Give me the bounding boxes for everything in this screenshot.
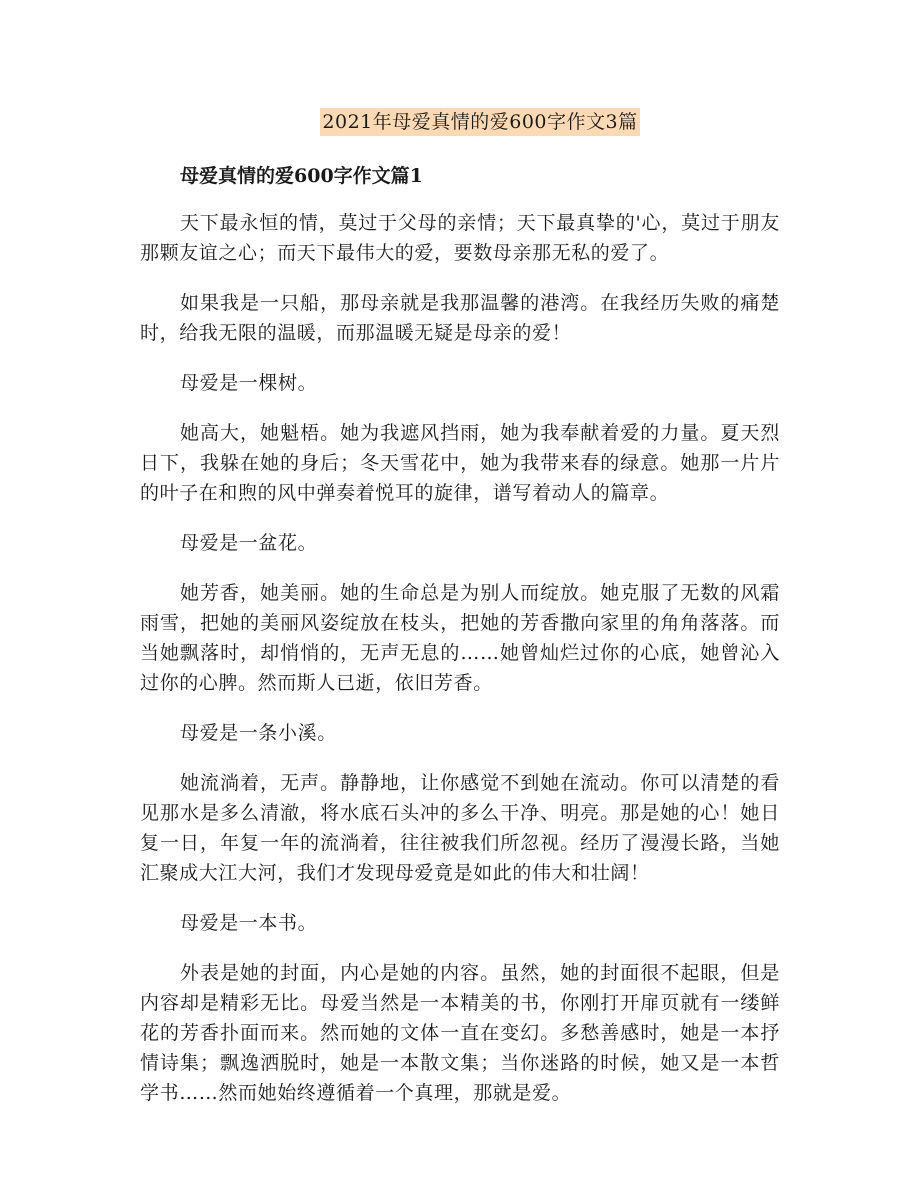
paragraph-5: 母爱是一盆花。: [180, 532, 318, 554]
paragraph-9: 母爱是一本书。: [180, 912, 318, 934]
paragraph-4: 她高大，她魁梧。她为我遮风挡雨，她为我奉献着爱的力量。夏天烈日下，我躲在她的身后；冬天雪花中，她为我带来春的绿意。她那一片片的叶子在和煦的风中弹奏着悦耳的旋律，谱写着动人的篇章。: [140, 422, 780, 504]
paragraph-7: 母爱是一条小溪。: [180, 722, 337, 744]
title-row: [140, 108, 780, 136]
document-page: [140, 108, 780, 1128]
paragraph-1: 天下最永恒的情，莫过于父母的亲情；天下最真挚的'心，莫过于朋友那颗友谊之心；而天下最伟大的爱，要数母亲那无私的爱了。: [140, 212, 780, 264]
document-title: 2021年母爱真情的爱600字作文3篇: [320, 108, 639, 136]
paragraph-2: 如果我是一只船，那母亲就是我那温馨的港湾。在我经历失败的痛楚时，给我无限的温暖，而那温暖无疑是母亲的爱！: [140, 292, 780, 344]
section-heading: 母爱真情的爱600字作文篇1: [180, 165, 423, 187]
paragraph-10: 外表是她的封面，内心是她的内容。虽然，她的封面很不起眼，但是内容却是精彩无比。母爱当然是一本精美的书，你刚打开扉页就有一缕鲜花的芳香扑面而来。然而她的文体一直在变幻。多愁善感时，她是一本抒情诗集；飘逸洒脱时，她是一本散文集；当你迷路的时候，她又是一本哲学书……然而她始终遵循着一个真理，那就是爱。: [140, 962, 780, 1104]
paragraph-6: 她芳香，她美丽。她的生命总是为别人而绽放。她克服了无数的风霜雨雪，把她的美丽风姿绽放在枝头，把她的芳香撒向家里的角角落落。而当她飘落时，却悄悄的，无声无息的……她曾灿烂过你的心底，她曾沁入过你的心脾。然而斯人已逝，依旧芳香。: [140, 582, 780, 694]
paragraph-3: 母爱是一棵树。: [180, 372, 318, 394]
paragraph-8: 她流淌着，无声。静静地，让你感觉不到她在流动。你可以清楚的看见那水是多么清澈，将水底石头冲的多么干净、明亮。那是她的心！她日复一日，年复一年的流淌着，往往被我们所忽视。经历了漫漫长路，当她汇聚成大江大河，我们才发现母爱竟是如此的伟大和壮阔！: [140, 772, 780, 884]
